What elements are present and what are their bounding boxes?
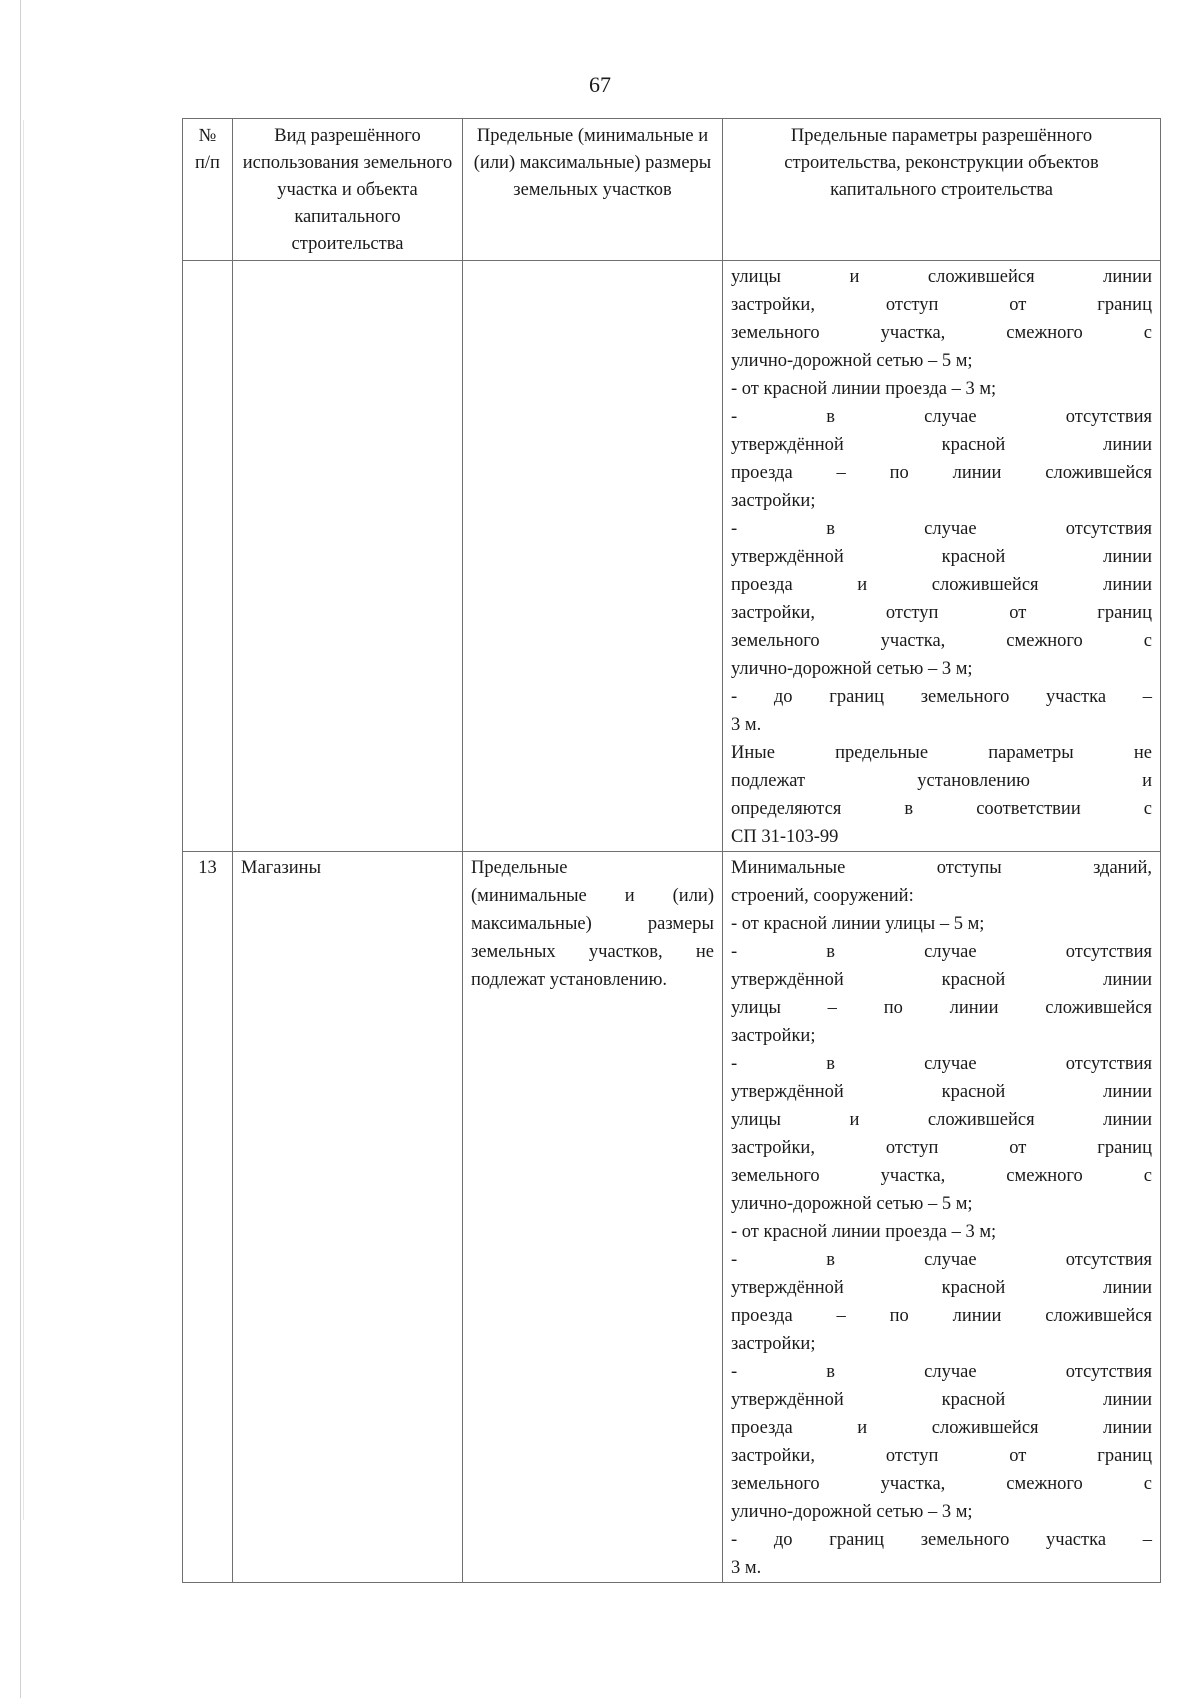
text-line: - до границ земельного участка – <box>731 687 1152 707</box>
text-line: - от красной линии проезда – 3 м; <box>731 1222 997 1242</box>
text-line: застройки; <box>731 1334 816 1354</box>
text-line: застройки; <box>731 1026 816 1046</box>
header-plot-sizes: Предельные (минимальные и (или) максимальные) размеры земельных участков <box>463 119 723 261</box>
text-line: - в случае отсутствия <box>731 942 1152 962</box>
page-number: 67 <box>589 72 611 97</box>
text-line: улицы и сложившейся линии <box>731 267 1152 287</box>
text-line: - в случае отсутствия <box>731 1362 1152 1382</box>
row-construction-params <box>723 261 1161 852</box>
header-number: № п/п <box>183 119 233 261</box>
text-line: земельного участка, смежного с <box>731 1166 1152 1186</box>
scan-edge-line <box>23 120 24 1520</box>
row-number <box>183 261 233 852</box>
text-line: проезда и сложившейся линии <box>731 1418 1152 1438</box>
text-line: улично-дорожной сетью – 3 м; <box>731 659 973 679</box>
text-line: застройки, отступ от границ <box>731 295 1152 315</box>
row-construction-params <box>723 852 1161 1583</box>
table-row <box>183 852 1161 1583</box>
text-line: - до границ земельного участка – <box>731 1530 1152 1550</box>
text-line: - от красной линии проезда – 3 м; <box>731 379 997 399</box>
text-line: проезда и сложившейся линии <box>731 575 1152 595</box>
table-row <box>183 261 1161 852</box>
row-use-type: Магазины <box>233 852 463 1583</box>
header-use-type: Вид разрешённого использования земельного участка и объекта капитального строительства <box>233 119 463 261</box>
text-line: утверждённой красной линии <box>731 435 1152 455</box>
text-line: - в случае отсутствия <box>731 519 1152 539</box>
text-line: утверждённой красной линии <box>731 1278 1152 1298</box>
row-number: 13 <box>183 852 233 1583</box>
text-line: утверждённой красной линии <box>731 970 1152 990</box>
text-line: земельных участков, не <box>471 942 714 962</box>
text-line: утверждённой красной линии <box>731 547 1152 567</box>
text-line: земельного участка, смежного с <box>731 323 1152 343</box>
row-use-type <box>233 261 463 852</box>
row-plot-sizes <box>463 852 723 1583</box>
text-line: строений, сооружений: <box>731 886 914 906</box>
text-line: подлежат установлению. <box>471 970 668 990</box>
text-line: земельного участка, смежного с <box>731 631 1152 651</box>
text-line: улицы – по линии сложившейся <box>731 998 1152 1018</box>
text-line: - в случае отсутствия <box>731 1054 1152 1074</box>
text-line: Минимальные отступы зданий, <box>731 858 1152 878</box>
scan-edge-line <box>20 0 21 1698</box>
text-line: утверждённой красной линии <box>731 1390 1152 1410</box>
text-line: улично-дорожной сетью – 5 м; <box>731 351 973 371</box>
text-line: улично-дорожной сетью – 5 м; <box>731 1194 973 1214</box>
text-line: - в случае отсутствия <box>731 1250 1152 1270</box>
row-plot-sizes <box>463 261 723 852</box>
text-line: подлежат установлению и <box>731 771 1152 791</box>
text-line: СП 31-103-99 <box>731 827 839 847</box>
table-header-row <box>183 119 1161 261</box>
text-line: застройки; <box>731 491 816 511</box>
text-line: - от красной линии улицы – 5 м; <box>731 914 985 934</box>
text-line: земельного участка, смежного с <box>731 1474 1152 1494</box>
text-line: утверждённой красной линии <box>731 1082 1152 1102</box>
text-line: (минимальные и (или) <box>471 886 714 906</box>
text-line: улицы и сложившейся линии <box>731 1110 1152 1130</box>
text-line: максимальные) размеры <box>471 914 714 934</box>
text-line: Иные предельные параметры не <box>731 743 1152 763</box>
text-line: 3 м. <box>731 1558 762 1578</box>
regulations-table <box>182 118 1161 1583</box>
text-line: застройки, отступ от границ <box>731 1138 1152 1158</box>
header-construction-params: Предельные параметры разрешённого строительства, реконструкции объектов капитального строительства <box>723 119 1161 261</box>
text-line: определяются в соответствии с <box>731 799 1152 819</box>
text-line: улично-дорожной сетью – 3 м; <box>731 1502 973 1522</box>
text-line: застройки, отступ от границ <box>731 1446 1152 1466</box>
text-line: проезда – по линии сложившейся <box>731 463 1152 483</box>
text-line: 3 м. <box>731 715 762 735</box>
text-line: проезда – по линии сложившейся <box>731 1306 1152 1326</box>
text-line: застройки, отступ от границ <box>731 603 1152 623</box>
text-line: Предельные <box>471 858 568 878</box>
text-line: - в случае отсутствия <box>731 407 1152 427</box>
